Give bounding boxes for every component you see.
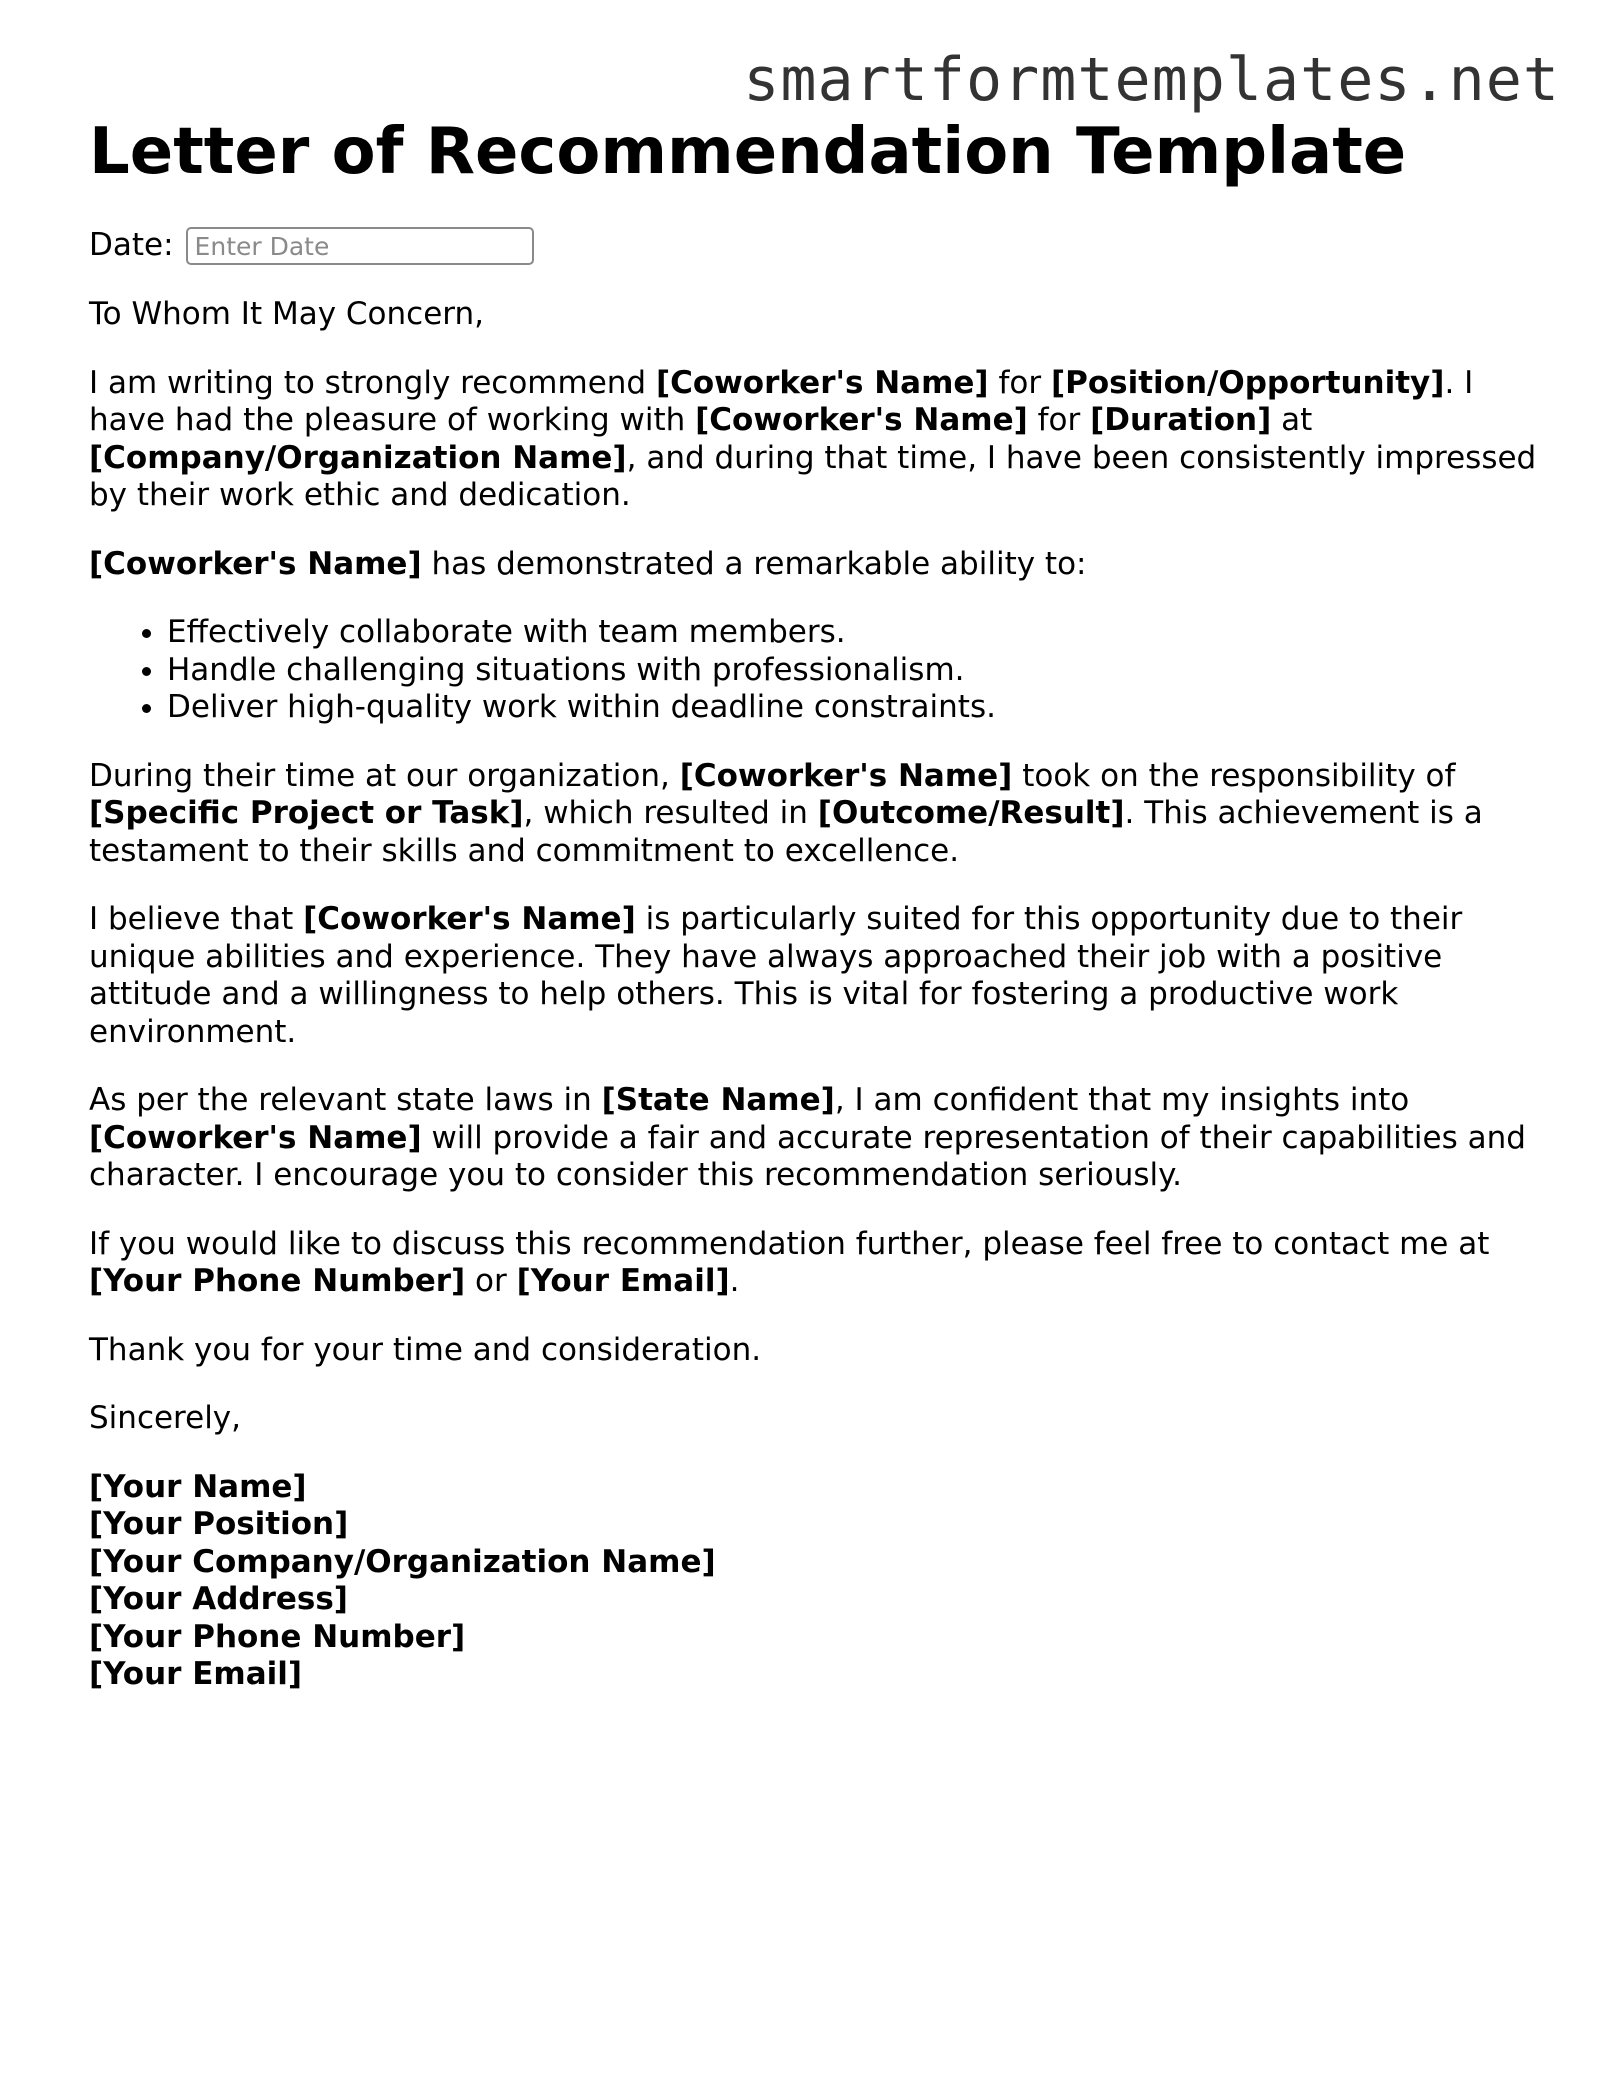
text: During their time at our organization, — [89, 757, 680, 794]
paragraph-suitability — [89, 901, 1539, 1051]
text: or — [465, 1263, 517, 1299]
date-label: Date: — [89, 227, 174, 264]
watermark: smartformtemplates.net — [743, 45, 1560, 115]
placeholder-coworker-name: [Coworker's Name] — [695, 402, 1028, 438]
placeholder-coworker-name: [Coworker's Name] — [679, 757, 1013, 794]
letter-content — [89, 112, 1539, 1694]
list-item: • Handle challenging situations with professionalism. — [167, 652, 1539, 690]
text: , I am confident that my insights into — [834, 1082, 1410, 1118]
page-title: Letter of Recommendation Template — [89, 115, 1407, 189]
signature-phone: [Your Phone Number] — [89, 1618, 466, 1655]
text: for — [1027, 402, 1091, 438]
placeholder-coworker-name: [Coworker's Name] — [655, 364, 989, 401]
placeholder-phone: [Your Phone Number] — [89, 1263, 466, 1299]
date-row — [89, 222, 1539, 270]
placeholder-email: [Your Email] — [516, 1263, 730, 1299]
paragraph-project — [89, 758, 1539, 871]
closing: Sincerely, — [89, 1400, 242, 1436]
text: is particularly suited for this opportunity due to their unique abilities and experience. They have always approached their job with a positive attitude and a willingness to help others. This is vital for fostering a productive work environment. — [89, 901, 1463, 1050]
text: . I have had the pleasure of working with — [89, 364, 1474, 438]
placeholder-project: [Specific Project or Task] — [89, 795, 524, 831]
paragraph-state-laws — [89, 1082, 1539, 1195]
placeholder-company: [Company/Organization Name] — [89, 439, 627, 476]
signature-email: [Your Email] — [89, 1656, 303, 1692]
signature-address: [Your Address] — [89, 1581, 348, 1617]
signature-name: [Your Name] — [89, 1468, 307, 1505]
placeholder-duration: [Duration] — [1090, 402, 1272, 438]
text: . This achievement is a testament to their skills and commitment to excellence. — [89, 795, 1483, 869]
text: took on the responsibility of — [1012, 757, 1456, 794]
paragraph-intro — [89, 365, 1539, 515]
text: has demonstrated a remarkable ability to: — [421, 545, 1087, 582]
list-item: • Effectively collaborate with team members. — [167, 614, 1539, 652]
text: . — [729, 1263, 740, 1299]
paragraph-contact — [89, 1226, 1539, 1301]
text: I believe that — [89, 901, 304, 937]
text: , which resulted in — [523, 795, 818, 831]
placeholder-outcome: [Outcome/Result] — [817, 795, 1125, 831]
text: for — [988, 364, 1051, 401]
signature-position: [Your Position] — [89, 1506, 349, 1542]
abilities-list — [89, 614, 1539, 727]
signature-block — [89, 1469, 1539, 1694]
salutation: To Whom It May Concern, — [89, 296, 484, 332]
signature-company: [Your Company/Organization Name] — [89, 1543, 716, 1580]
placeholder-position: [Position/Opportunity] — [1050, 364, 1445, 401]
list-item: • Deliver high-quality work within deadline constraints. — [167, 689, 1539, 727]
text: I am writing to strongly recommend — [89, 364, 656, 401]
text: , and during that time, I have been consistently impressed by their work ethic and dedication. — [89, 439, 1537, 513]
text: will provide a fair and accurate representation of their capabilities and character. I encourage you to consider this recommendation seriously. — [89, 1119, 1526, 1193]
text: If you would like to discuss this recommendation further, please feel free to contact me at — [89, 1225, 1490, 1262]
paragraph-abilities-intro — [89, 546, 1539, 584]
text: As per the relevant state laws in — [89, 1082, 602, 1118]
text: at — [1271, 402, 1313, 438]
placeholder-coworker-name: [Coworker's Name] — [89, 545, 422, 582]
date-input[interactable] — [186, 227, 534, 265]
placeholder-coworker-name: [Coworker's Name] — [89, 1119, 422, 1156]
placeholder-coworker-name: [Coworker's Name] — [303, 901, 636, 937]
thanks-line: Thank you for your time and consideration. — [89, 1331, 762, 1368]
placeholder-state-name: [State Name] — [601, 1082, 835, 1118]
